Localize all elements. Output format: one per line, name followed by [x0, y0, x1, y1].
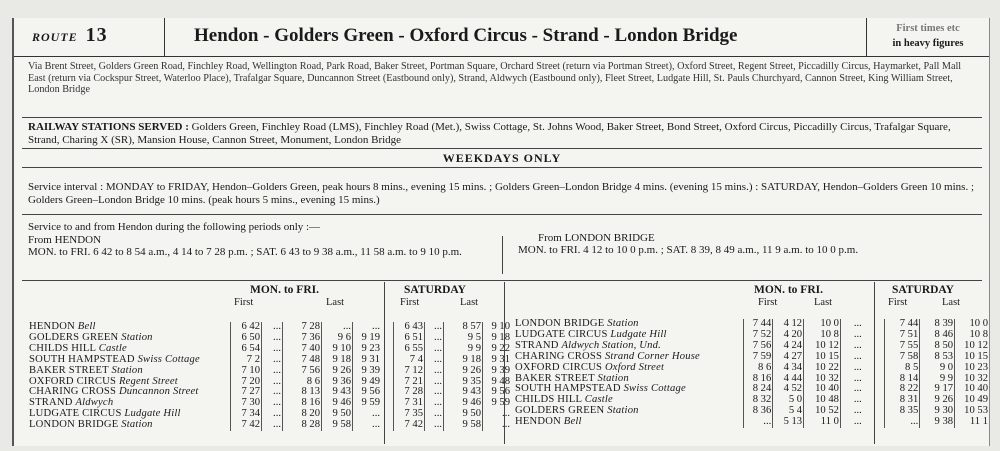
saturday-time-cell: 10 40 — [955, 384, 989, 395]
saturday-time-cell: ... — [425, 398, 444, 409]
saturday-time-cell: 7 12 — [394, 366, 425, 377]
saturday-time-cell: 8 46 — [920, 330, 955, 341]
stop-label: GOLDERS GREEN — [29, 331, 122, 343]
stop-label: BAKER STREET — [29, 364, 112, 376]
saturday-time-cell: 9 46 — [444, 398, 483, 409]
service-interval-label: Service interval : — [28, 181, 104, 193]
saturday-time-cell: 9 0 — [920, 363, 955, 374]
route-title: Hendon - Golders Green - Oxford Circus - Strand - London Bridge — [194, 25, 738, 46]
monfri-time-cell: 8 16 — [283, 398, 322, 409]
stop-name — [28, 420, 231, 431]
monfri-time-cell: ... — [353, 420, 382, 431]
monfri-time-cell: 8 28 — [283, 420, 322, 431]
stop-place: Bell — [563, 416, 582, 428]
stop-label: GOLDERS GREEN — [515, 405, 608, 417]
stop-place: Station — [607, 405, 639, 417]
west-monfri-last: Last — [326, 297, 345, 308]
saturday-time-cell: 9 56 — [483, 387, 512, 398]
saturday-time-cell: 9 9 — [920, 374, 955, 385]
saturday-time-cell: ... — [425, 366, 444, 377]
monfri-time-cell: 9 19 — [353, 333, 382, 344]
monfri-time-cell: ... — [262, 420, 283, 431]
stop-place: Regent Street — [118, 375, 178, 387]
divider-rule — [22, 167, 982, 168]
monfri-time-cell: ... — [322, 322, 353, 333]
saturday-time-cell: 7 51 — [885, 330, 920, 341]
saturday-time-cell: ... — [483, 420, 512, 431]
stop-label: HENDON — [515, 416, 564, 428]
monfri-time-cell: 8 6 — [283, 377, 322, 388]
saturday-time-cell: ... — [425, 322, 444, 333]
saturday-time-cell: ... — [425, 333, 444, 344]
monfri-time-cell: 9 31 — [353, 355, 382, 366]
saturday-time-cell: 9 43 — [444, 387, 483, 398]
column-gap — [381, 344, 394, 355]
east-saturday-header: SATURDAY — [892, 284, 954, 296]
from-london-bridge-label: From LONDON BRIDGE — [538, 232, 655, 244]
header-divider — [866, 18, 867, 56]
stop-label: CHARING CROSS — [515, 350, 605, 362]
stop-place: Swiss Cottage — [137, 353, 200, 365]
monfri-time-cell: 7 56 — [744, 341, 773, 352]
column-gap — [863, 417, 885, 428]
saturday-time-cell: 9 5 — [444, 333, 483, 344]
saturday-time-cell: 11 1 — [955, 417, 989, 428]
column-gap — [863, 384, 885, 395]
monfri-time-cell: 4 12 — [773, 319, 804, 330]
saturday-time-cell: 6 51 — [394, 333, 425, 344]
column-gap — [381, 322, 394, 333]
column-gap — [381, 366, 394, 377]
monfri-time-cell: 5 0 — [773, 395, 804, 406]
monfri-time-cell: ... — [840, 406, 862, 417]
saturday-time-cell: 9 59 — [483, 398, 512, 409]
monfri-time-cell: 9 59 — [353, 398, 382, 409]
saturday-time-cell: 7 4 — [394, 355, 425, 366]
stop-label: OXFORD CIRCUS — [29, 375, 119, 387]
stop-place: Oxford Street — [604, 361, 665, 373]
monfri-time-cell: 9 49 — [353, 377, 382, 388]
stop-place: Aldwych Station, Und. — [561, 339, 661, 351]
monfri-time-cell: 7 20 — [231, 377, 262, 388]
saturday-time-cell: 10 15 — [955, 352, 989, 363]
saturday-time-cell: 6 43 — [394, 322, 425, 333]
stop-label: HENDON — [29, 321, 78, 332]
from-hendon-periods — [28, 234, 498, 258]
monfri-time-cell: ... — [840, 395, 862, 406]
saturday-time-cell: 8 31 — [885, 395, 920, 406]
stop-name — [514, 417, 744, 428]
saturday-time-cell: ... — [425, 409, 444, 420]
monfri-time-cell: 8 20 — [283, 409, 322, 420]
stop-place: Station — [607, 318, 639, 329]
east-monfri-header: MON. to FRI. — [754, 284, 823, 296]
monfri-time-cell: 7 28 — [283, 322, 322, 333]
route-header — [14, 18, 990, 57]
monfri-time-cell: 4 27 — [773, 352, 804, 363]
saturday-time-cell: ... — [425, 377, 444, 388]
stop-place: Ludgate Hill — [610, 328, 667, 340]
saturday-time-cell: 9 26 — [444, 366, 483, 377]
monfri-time-cell: 10 40 — [804, 384, 841, 395]
railway-stations-label: RAILWAY STATIONS SERVED : — [28, 121, 189, 133]
column-gap — [381, 333, 394, 344]
saturday-time-cell: 9 50 — [444, 409, 483, 420]
column-gap — [863, 395, 885, 406]
stop-label: STRAND — [515, 339, 562, 351]
monfri-time-cell: 4 44 — [773, 374, 804, 385]
stop-place: Ludgate Hill — [124, 408, 181, 420]
stop-label: LUDGATE CIRCUS — [515, 328, 611, 340]
monfri-time-cell: 8 32 — [744, 395, 773, 406]
monfri-time-cell: ... — [840, 341, 862, 352]
saturday-time-cell: 8 22 — [885, 384, 920, 395]
saturday-time-cell: 7 58 — [885, 352, 920, 363]
stop-place: Duncannon Street — [118, 386, 199, 398]
monfri-time-cell: 10 8 — [804, 330, 841, 341]
monfri-time-cell: 9 23 — [353, 344, 382, 355]
monfri-time-cell: 7 34 — [231, 409, 262, 420]
monfri-time-cell: ... — [840, 417, 862, 428]
column-gap — [863, 319, 885, 330]
from-london-bridge-text: MON. to FRI. 4 12 to 10 0 p.m. ; SAT. 8 39, 8 49 a.m., 11 9 a.m. to 10 0 p.m. — [518, 244, 859, 256]
service-interval-text: MONDAY to FRIDAY, Hendon–Golders Green, peak hours 8 mins., evening 15 mins. ; Golders Green–London Bridge 4 mins. (evening 15 mins.) : SATURDAY, Hendon–Golders Green 10 mins. ; Golders Green–London Bridge 10 mins. (peak hours 5 mins., evening 15 mins.) — [28, 181, 975, 206]
column-gap — [381, 409, 394, 420]
monfri-time-cell: 10 48 — [804, 395, 841, 406]
monfri-time-cell: 8 13 — [283, 387, 322, 398]
monfri-time-cell: 4 24 — [773, 341, 804, 352]
monfri-time-cell: 7 2 — [231, 355, 262, 366]
saturday-time-cell: ... — [483, 409, 512, 420]
monfri-time-cell: ... — [262, 398, 283, 409]
monfri-time-cell: 10 12 — [804, 341, 841, 352]
saturday-time-cell: 9 26 — [920, 395, 955, 406]
divider-rule — [22, 214, 982, 215]
saturday-time-cell: ... — [425, 387, 444, 398]
monfri-time-cell: 7 30 — [231, 398, 262, 409]
monfri-time-cell: ... — [262, 344, 283, 355]
periods-intro: Service to and from Hendon during the following periods only :— — [28, 221, 321, 233]
saturday-time-cell: 9 30 — [920, 406, 955, 417]
saturday-time-cell: 7 31 — [394, 398, 425, 409]
saturday-time-cell: 9 39 — [483, 366, 512, 377]
saturday-time-cell: 10 23 — [955, 363, 989, 374]
monfri-time-cell: ... — [353, 322, 382, 333]
column-gap — [381, 387, 394, 398]
saturday-time-cell: 10 32 — [955, 374, 989, 385]
saturday-time-cell: 9 22 — [483, 344, 512, 355]
saturday-time-cell: 10 8 — [955, 330, 989, 341]
monfri-time-cell: ... — [840, 363, 862, 374]
stop-label: OXFORD CIRCUS — [515, 361, 605, 373]
monfri-time-cell: ... — [840, 352, 862, 363]
saturday-time-cell: 9 10 — [483, 322, 512, 333]
saturday-time-cell: 9 58 — [444, 420, 483, 431]
header-divider — [164, 18, 165, 56]
stop-place: Station — [121, 331, 153, 343]
west-saturday-header: SATURDAY — [404, 284, 466, 296]
monfri-time-cell: ... — [262, 366, 283, 377]
saturday-time-cell: 8 14 — [885, 374, 920, 385]
periods-divider — [502, 236, 503, 274]
saturday-time-cell: 10 12 — [955, 341, 989, 352]
column-gap — [863, 341, 885, 352]
stop-place: Castle — [98, 342, 127, 354]
table-row — [28, 420, 511, 431]
monfri-time-cell: 6 42 — [231, 322, 262, 333]
monfri-time-cell: 9 36 — [322, 377, 353, 388]
saturday-time-cell: 7 55 — [885, 341, 920, 352]
west-sat-first: First — [400, 297, 420, 308]
monfri-time-cell: 11 0 — [804, 417, 841, 428]
monfri-time-cell: 9 56 — [353, 387, 382, 398]
stop-place: Station — [597, 372, 629, 384]
monfri-time-cell: 7 10 — [231, 366, 262, 377]
stop-place: Swiss Cottage — [623, 383, 686, 395]
saturday-time-cell: ... — [425, 355, 444, 366]
service-interval — [28, 181, 978, 206]
route-number: 13 — [85, 24, 108, 46]
monfri-time-cell: 5 13 — [773, 417, 804, 428]
saturday-time-cell: 9 35 — [444, 377, 483, 388]
monfri-time-cell: ... — [840, 384, 862, 395]
monfri-time-cell: 7 59 — [744, 352, 773, 363]
monfri-time-cell: ... — [353, 409, 382, 420]
monfri-time-cell: 9 6 — [322, 333, 353, 344]
saturday-time-cell: 9 18 — [483, 333, 512, 344]
saturday-time-cell: 6 55 — [394, 344, 425, 355]
saturday-time-cell: 7 42 — [394, 420, 425, 431]
monfri-time-cell: 9 50 — [322, 409, 353, 420]
monfri-time-cell: 4 52 — [773, 384, 804, 395]
weekdays-only-heading: WEEKDAYS ONLY — [442, 151, 562, 165]
via-route-text: Via Brent Street, Golders Green Road, Finchley Road, Wellington Road, Park Road, Baker Street, Portman Square, Orchard Street (return via Portman Street), Oxford Street, Regent Street, Piccadilly Circus, Haymarket, Pall Mall East (return via Cockspur Street, Waterloo Place), Trafalgar Square, Duncannon Street (Eastbound only), Strand, Aldwych (Eastbound only), Fleet Street, Ludgate Hill, St. Pauls Churchyard, Cannon Street, King William Street, London Bridge — [28, 61, 962, 96]
west-monfri-first: First — [234, 297, 254, 308]
monfri-time-cell: 9 58 — [322, 420, 353, 431]
monfri-time-cell: ... — [262, 355, 283, 366]
monfri-time-cell: 10 22 — [804, 363, 841, 374]
monfri-time-cell: 7 27 — [231, 387, 262, 398]
monfri-time-cell: 10 15 — [804, 352, 841, 363]
monfri-time-cell: 8 6 — [744, 363, 773, 374]
stop-place: Bell — [77, 321, 96, 332]
saturday-time-cell: ... — [885, 417, 920, 428]
column-gap — [863, 330, 885, 341]
stop-label: CHILDS HILL — [29, 342, 99, 354]
monfri-time-cell: 10 32 — [804, 374, 841, 385]
monfri-time-cell: 9 43 — [322, 387, 353, 398]
saturday-time-cell: 7 44 — [885, 319, 920, 330]
stop-label: LONDON BRIDGE — [29, 419, 122, 431]
monfri-time-cell: 10 0 — [804, 319, 841, 330]
monfri-time-cell: ... — [744, 417, 773, 428]
column-gap — [863, 406, 885, 417]
monfri-time-cell: 9 46 — [322, 398, 353, 409]
table-row — [514, 417, 989, 428]
saturday-time-cell: 8 57 — [444, 322, 483, 333]
saturday-time-cell: 8 50 — [920, 341, 955, 352]
stop-place: Aldwych — [75, 397, 114, 409]
monfri-time-cell: 5 4 — [773, 406, 804, 417]
saturday-time-cell: 9 17 — [920, 384, 955, 395]
stop-place: Station — [121, 419, 153, 431]
from-london-bridge-periods — [518, 232, 978, 256]
timetable-sheet — [12, 18, 990, 446]
column-gap — [863, 363, 885, 374]
stop-label: LONDON BRIDGE — [515, 318, 608, 329]
eastbound-table — [514, 319, 989, 428]
saturday-time-cell: 9 9 — [444, 344, 483, 355]
monfri-time-cell: 9 39 — [353, 366, 382, 377]
monfri-time-cell: 4 20 — [773, 330, 804, 341]
saturday-time-cell: 8 53 — [920, 352, 955, 363]
monfri-time-cell: 9 18 — [322, 355, 353, 366]
divider-rule — [22, 280, 982, 281]
stop-place: Castle — [584, 394, 613, 406]
saturday-time-cell: 7 28 — [394, 387, 425, 398]
monfri-time-cell: 6 54 — [231, 344, 262, 355]
monfri-time-cell: 9 26 — [322, 366, 353, 377]
monfri-time-cell: ... — [262, 333, 283, 344]
east-sat-first: First — [888, 297, 908, 308]
east-sat-last: Last — [942, 297, 961, 308]
column-gap — [381, 398, 394, 409]
saturday-time-cell: 10 53 — [955, 406, 989, 417]
monfri-time-cell: 7 56 — [283, 366, 322, 377]
monfri-time-cell: ... — [262, 377, 283, 388]
monfri-time-cell: 7 44 — [744, 319, 773, 330]
saturday-time-cell: 9 31 — [483, 355, 512, 366]
column-gap — [863, 374, 885, 385]
saturday-time-cell: 7 35 — [394, 409, 425, 420]
monfri-time-cell: 8 36 — [744, 406, 773, 417]
monfri-time-cell: ... — [840, 374, 862, 385]
saturday-time-cell: ... — [425, 420, 444, 431]
column-gap — [863, 352, 885, 363]
west-sat-last: Last — [460, 297, 479, 308]
saturday-time-cell: 10 49 — [955, 395, 989, 406]
saturday-time-cell: 8 35 — [885, 406, 920, 417]
divider-rule — [22, 148, 982, 149]
monfri-time-cell: 8 24 — [744, 384, 773, 395]
monfri-time-cell: 8 16 — [744, 374, 773, 385]
saturday-time-cell: 8 39 — [920, 319, 955, 330]
stop-place: Strand Corner House — [604, 350, 700, 362]
column-gap — [381, 377, 394, 388]
monfri-time-cell: 10 52 — [804, 406, 841, 417]
stop-label: SOUTH HAMPSTEAD — [515, 383, 624, 395]
from-hendon-label: From HENDON — [28, 234, 102, 246]
monfri-time-cell: ... — [840, 330, 862, 341]
saturday-time-cell: 9 18 — [444, 355, 483, 366]
saturday-time-cell: ... — [425, 344, 444, 355]
railway-stations — [28, 121, 973, 146]
stop-label: STRAND — [29, 397, 76, 409]
divider-rule — [22, 117, 982, 118]
monfri-time-cell: ... — [840, 319, 862, 330]
stop-place: Station — [111, 364, 143, 376]
saturday-time-cell: 9 48 — [483, 377, 512, 388]
westbound-table — [28, 322, 511, 431]
monfri-time-cell: 7 42 — [231, 420, 262, 431]
monfri-time-cell: ... — [262, 322, 283, 333]
stop-label: CHARING CROSS — [29, 386, 119, 398]
east-monfri-first: First — [758, 297, 778, 308]
monfri-time-cell: ... — [262, 409, 283, 420]
route-label — [32, 24, 108, 47]
monfri-time-cell: 7 36 — [283, 333, 322, 344]
saturday-time-cell: 10 0 — [955, 319, 989, 330]
header-note-line1: First times etc — [896, 23, 960, 34]
stop-label: LUDGATE CIRCUS — [29, 408, 125, 420]
west-monfri-header: MON. to FRI. — [250, 284, 319, 296]
monfri-time-cell: 9 10 — [322, 344, 353, 355]
east-monfri-last: Last — [814, 297, 833, 308]
stop-label: SOUTH HAMPSTEAD — [29, 353, 138, 365]
route-label-text: ROUTE — [32, 30, 78, 44]
header-note-line2: in heavy figures — [892, 38, 964, 49]
saturday-time-cell: 7 21 — [394, 377, 425, 388]
railway-stations-text: Golders Green, Finchley Road (LMS), Finchley Road (Met.), Swiss Cottage, St. Johns Wood, Baker Street, Bond Street, Oxford Circus, Piccadilly Circus, Trafalgar Square, Strand, Charing X (SR), Mansion House, Cannon Street, Monument, London Bridge — [28, 121, 951, 146]
monfri-time-cell: 4 34 — [773, 363, 804, 374]
monfri-time-cell: 6 50 — [231, 333, 262, 344]
column-gap — [381, 355, 394, 366]
header-note — [872, 21, 984, 51]
monfri-time-cell: ... — [262, 387, 283, 398]
saturday-time-cell: 9 38 — [920, 417, 955, 428]
column-gap — [381, 420, 394, 431]
stop-label: CHILDS HILL — [515, 394, 585, 406]
monfri-time-cell: 7 40 — [283, 344, 322, 355]
from-hendon-text: MON. to FRI. 6 42 to 8 54 a.m., 4 14 to 7 28 p.m. ; SAT. 6 43 to 9 38 a.m., 11 58 a.m. to 9 10 p.m. — [28, 246, 462, 258]
monfri-time-cell: 7 52 — [744, 330, 773, 341]
stop-label: BAKER STREET — [515, 372, 598, 384]
saturday-time-cell: 8 5 — [885, 363, 920, 374]
monfri-time-cell: 7 48 — [283, 355, 322, 366]
